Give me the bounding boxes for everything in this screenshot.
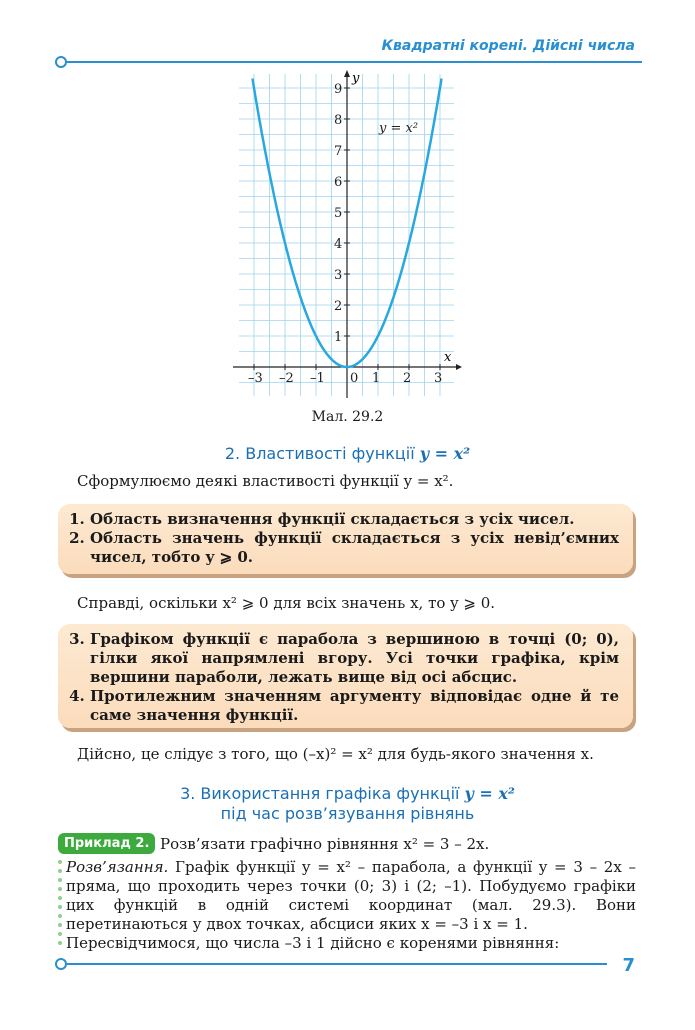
y-tick-label: 4 xyxy=(334,237,343,252)
y-axis-name: y xyxy=(352,71,360,86)
page-number: 7 xyxy=(622,955,635,976)
y-tick-label: 3 xyxy=(334,268,343,283)
section-2-intro: Сформулюємо деякі властивості функції y = x². xyxy=(77,472,454,490)
header-title: Квадратні корені. Дійсні числа xyxy=(381,38,635,54)
header-rule-dot xyxy=(55,56,67,68)
property-2: 2. Область значень функції складається з усіх невід’ємних чисел, тобто y ⩾ 0. xyxy=(90,529,619,567)
section-2-middle: Справді, оскільки x² ⩾ 0 для всіх значень x, то y ⩾ 0. xyxy=(77,594,496,612)
footer-rule-dot xyxy=(55,958,67,970)
section-3-title: 3. Використання графіка функції y = x² під час розв’язування рівнянь xyxy=(180,784,515,823)
y-tick-label: 2 xyxy=(334,299,343,314)
x-tick-label: 0 xyxy=(350,371,359,386)
x-axis-arrow xyxy=(456,364,462,370)
solution-label: Розв’язання. xyxy=(66,858,169,876)
solution-check: Пересвідчимося, що числа –3 і 1 дійсно є коренями рівняння: xyxy=(66,934,560,952)
x-tick-label: –1 xyxy=(310,371,325,386)
y-tick-label: 1 xyxy=(334,330,343,345)
parabola-graph xyxy=(230,70,462,400)
x-tick-label: 1 xyxy=(372,371,381,386)
properties-box-2 xyxy=(58,624,633,728)
example-solution xyxy=(66,858,636,953)
x-axis-name: x xyxy=(444,350,452,365)
y-tick-label: 6 xyxy=(334,175,343,190)
property-3: 3. Графіком функції є парабола з вершиною в точці (0; 0), гілки якої напрямлені вгору. Усі точки графіка, крім вершини параболи, лежать вище від осі абсцис. xyxy=(90,630,619,687)
figure-caption: Мал. 29.2 xyxy=(311,409,384,425)
example-badge: Приклад 2. xyxy=(58,833,155,854)
x-tick-label: –2 xyxy=(279,371,294,386)
property-4: 4. Протилежним значенням аргументу відповідає одне й те саме значення функції. xyxy=(90,687,619,725)
solution-margin-dots xyxy=(58,860,62,950)
example-task: Розв’язати графічно рівняння x² = 3 – 2x. xyxy=(160,835,490,853)
section-2-after: Дійсно, це слідує з того, що (–x)² = x² для будь-якого значення x. xyxy=(77,745,594,763)
footer-rule xyxy=(67,963,607,965)
x-tick-label: 2 xyxy=(403,371,412,386)
header-rule xyxy=(67,61,642,63)
solution-text: Графік функції y = x² – парабола, а функції y = 3 – 2x – пряма, що проходить через точки (0; 3) і (2; –1). Побудуємо графіки цих функцій в одній системі координат (мал. 29.3). Вони перетинаються у двох точках, абсциси яких x = –3 і x = 1. xyxy=(66,858,636,933)
y-tick-label: 9 xyxy=(334,82,343,97)
properties-box-1 xyxy=(58,504,633,574)
y-tick-label: 5 xyxy=(334,206,343,221)
function-label: y = x² xyxy=(379,121,419,136)
x-tick-label: –3 xyxy=(248,371,263,386)
y-axis-arrow xyxy=(344,70,350,77)
y-tick-label: 8 xyxy=(334,113,343,128)
section-2-title: 2. Властивості функції y = x² xyxy=(224,444,471,463)
y-tick-label: 7 xyxy=(334,144,343,159)
property-1: 1. Область визначення функції складається з усіх чисел. xyxy=(90,510,619,529)
x-tick-label: 3 xyxy=(434,371,443,386)
